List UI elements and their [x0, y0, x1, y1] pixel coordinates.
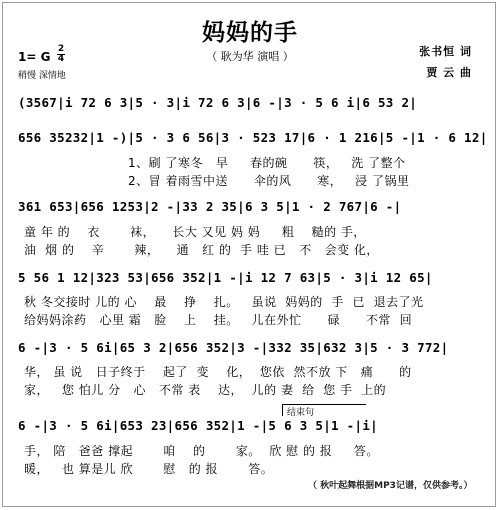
ending-section-marker: 结束句 — [282, 404, 366, 416]
lyric-row-1a: 1、刷 了寒冬 早 春的碗 筷， 洗 了整个 — [128, 156, 406, 170]
transcription-note: （ 秋叶起舞根据MP3记谱，仅供参考。） — [308, 481, 473, 491]
notation-line-1: (3567|i 72 6 3|5 · 3|i 72 6 3|6 -|3 · 5 6 i|6 53 2| — [18, 95, 418, 110]
song-title: 妈妈的手 — [202, 20, 298, 46]
singer-credit: （ 耿为华 演唱 ） — [206, 50, 294, 63]
lyric-row-5a: 手， 陪 爸爸 撑起 咱 的 家。 欣 慰 的 报 答。 — [24, 444, 379, 458]
lyric-row-1b: 2、冒 着雨雪中送 伞的风 寒， 浸 了锅里 — [128, 174, 410, 188]
lyric-row-4a: 华， 虽 说 日子终于 起了 变 化， 您依 然不放 下 痛 的 — [24, 365, 412, 379]
notation-line-4: 5 56 1 12|323 53|656 352|1 -|i 12 7 63|5 · 3|i 12 65| — [18, 270, 433, 285]
notation-line-5: 6 -|3 · 5 6i|65 3 2|656 352|3 -|332 35|632 3|5 · 3 772| — [18, 340, 449, 355]
notation-line-3: 361 653|656 1253|2 -|33 2 35|6 3 5|1 · 2 767|6 -| — [18, 199, 402, 214]
lyric-row-5b: 暖， 也 算是儿 欣 慰 的 报 答。 — [24, 462, 274, 476]
notation-line-6: 6 -|3 · 5 6i|653 23|656 352|1 -|5 6 3 5|1 -|i| — [18, 418, 378, 433]
tempo-marking: 稍慢 深情地 — [18, 71, 66, 81]
lyric-row-3a: 秋 冬交接时 儿的 心 最 挣 扎。 虽说 妈妈的 手 已 退去了光 — [24, 295, 424, 309]
meter-top: 2 — [57, 44, 65, 54]
lyricist-credit: 张书恒 词 — [419, 45, 472, 58]
lyric-row-4b: 家， 您 怕儿 分 心 不常 表 达， 儿的 妻 给 您 手 上的 — [24, 383, 387, 397]
lyric-row-2a: 童 年 的 衣 袜， 长大 又见 妈 妈 粗 糙的 手， — [24, 225, 366, 239]
notation-line-2: 656 35232|1 -)|5 · 3 6 56|3 · 523 17|6 · 1 216|5 -|1 · 6 12| — [18, 130, 488, 145]
time-signature — [57, 45, 65, 64]
lyric-row-3b: 给妈妈涂药 心里 霜 脸 上 挂。 儿在外忙 碌 不常 回 — [24, 313, 413, 327]
key-signature: 1= G — [18, 50, 51, 64]
lyric-row-2b: 油 烟 的 辛 辣， 通 红 的 手 哇 已 不 会变 化， — [24, 243, 379, 257]
meter-bottom: 4 — [57, 54, 65, 64]
composer-credit: 贾 云 曲 — [426, 66, 472, 79]
